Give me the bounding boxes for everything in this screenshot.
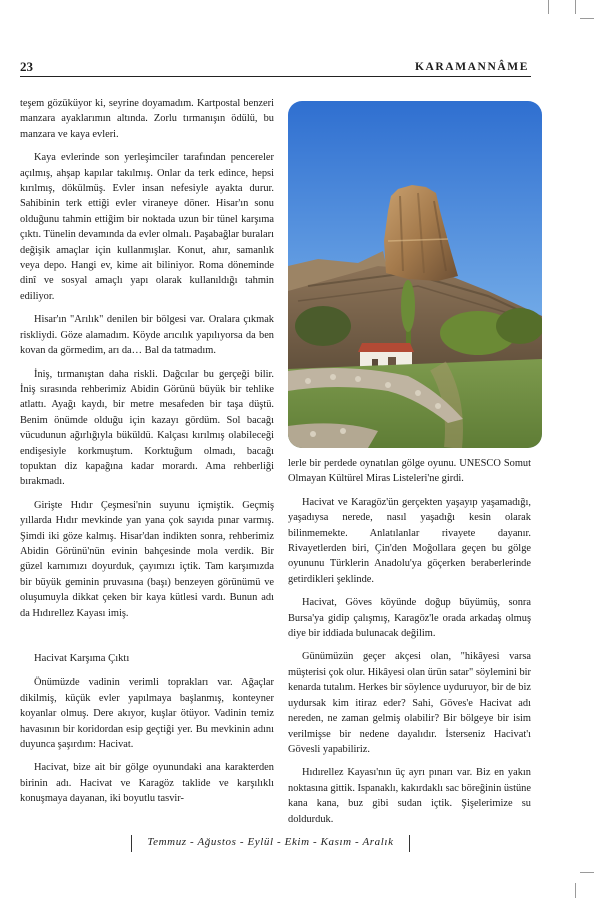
paragraph: Girişte Hıdır Çeşmesi'nin suyunu içmiştik. Geçmiş yıllarda Hıdır mevkinde yan yana çok sayıda pınar varmış. Şimdi iki göze kalmış. Hisar'dan indikten sonra, rehberimiz Abidin Görünü'nün evinin bahçesinde mola verdik. Bir güzel karnımızı doyurduk, çayımızı içtik. Tam karşımızda bir büyük geminin pruvasına (başı) benzeyen görünümü ve oluşumuyla dikkat çeken bir kaya kütlesi vardı. Bunun adı da Hıdırellez Kayası imiş.: [20, 499, 274, 619]
right-column: [288, 456, 531, 835]
section-subheading: Hacivat Karşıma Çıktı: [34, 653, 130, 664]
header-rule: [20, 76, 531, 77]
crop-mark: [580, 18, 594, 19]
crop-mark: [575, 0, 576, 14]
paragraph: Hacivat ve Karagöz'ün gerçekten yaşayıp yaşamadığı, yaşadıysa nerede, nasıl yaşadığı kesin olarak bilinmemekte. Anlatılanlar rivayete dayanır. Rivayetlerden biri, Çin'den Moğollara geçen bu gölge oyununu Türklerin Anadolu'ya göçerken beraberlerinde getirdikleri şeklinde.: [288, 496, 531, 585]
paragraph: Hacivat, Göves köyünde doğup büyümüş, sonra Bursa'ya gidip çalışmış, Karagöz'le orada arkadaş olmuş diye bir iddiada bulunacak değilim.: [288, 597, 531, 640]
paragraph: teşem gözüküyor ki, seyrine doyamadım. Kartpostal benzeri manzara ayaklarımın altında. Zorlu tırmanışın ödülü, bu manzara ve kaya evleri.: [20, 98, 274, 140]
page-number: 23: [20, 59, 33, 74]
crop-mark: [580, 872, 594, 873]
magazine-title: KARAMANNÂME: [414, 61, 529, 73]
issue-months: Temmuz - Ağustos - Eylül - Ekim - Kasım - Aralık: [147, 836, 394, 848]
paragraph: Hisar'ın "Arılık" denilen bir bölgesi var. Oralara çıkmak riskliydi. Göze alamadım. Köyde arıcılık yapılıyorsa da ben kovan da görmedim, arı da… Bal da tatmadım.: [20, 314, 274, 357]
rock-formation-photo: [288, 101, 542, 448]
paragraph: Hıdırellez Kayası'nın üç ayrı pınarı var. Biz en yakın noktasına gittik. Ispanaklı, kakırdaklı sac böreğinin üstüne kana kana, buz gibi sudan içtik. Şişelerimize su doldurduk.: [288, 767, 531, 825]
paragraph: Kaya evlerinde son yerleşimciler tarafından pencereler açılmış, ahşap kapılar takılmış. Onlar da terk edince, hepsi kırılmış, dökülmüş. Evler insan nefesiyle ayakta durur. Sahibinin terk ettiği evler viraneye döner. Hisar'ın sonu olduğunu tahmin ettiğim bir noktada uzun bir tünel karşıma çıktı. Tünelin devamında da evler olmalı. Paşabağlar buraları değişik amaçlar için kullanmışlar. Konut, ahır, samanlık veya depo. Hangi ev, kime ait biliniyor. Roma döneminde dinî ve sosyal amaçlı yapı olarak kullanıldığı tahmin ediliyor.: [20, 152, 275, 302]
left-column: [20, 96, 274, 815]
paragraph: Hacivat, bize ait bir gölge oyunundaki ana karakterden birinin adı. Hacivat ve Karagöz taklide ve karşılıklı konuşmaya dayanan, iki boyutlu tasvir-: [20, 762, 274, 805]
paragraph: lerle bir perdede oynatılan gölge oyunu. UNESCO Somut Olmayan Kültürel Miras Listeleri'ne girdi.: [288, 458, 531, 485]
crop-mark: [548, 0, 549, 14]
footer-divider: [409, 835, 410, 852]
paragraph: Günümüzün geçer akçesi olan, "hikâyesi varsa müşterisi çok olur. Hikâyesi olan ürün satar" söylemini bir kenarda tutalım. Herkes bir söylence uyduruyor, bir de biz uydursak kim itiraz eder? Sahi, Göves'e Hacivat adı nereden, ne zaman gelmiş olabilir? Bir bölgeye bir isim verilmişse bir nedene dayalıdır. İsterseniz Hacivat'ı Gövesli yapabiliriz.: [288, 651, 531, 755]
paragraph: Önümüzde vadinin verimli toprakları var. Ağaçlar dikilmiş, küçük evler yapılmaya başlanmış, konteyner koyanlar olmuş. Dere akıyor, kuşlar ötüyor. Vadinin temiz havasının bir koridordan esip geçtiği yer. Bu mevkinin adını duyunca şaşırdım: Hacivat.: [20, 677, 274, 751]
paragraph: İniş, tırmanıştan daha riskli. Dağcılar bu gerçeği bilir. İniş sırasında rehberimiz Abidin Görünü büyük bir tehlike atlattı. Ayağı kaydı, bir metre mesafeden bir taşa düştü. Benim önümde olduğu için kazayı gördüm. Sol bacağı vücudunun ağırlığıyla büküldü. Kalçası kırılmış olabileceği endişesiyle korkmuştum. Korktuğum olmadı, bacağı topuktan diz kapağına kadar morardı. Ama rehberliği bırakmadı.: [20, 368, 274, 488]
crop-mark: [575, 883, 576, 898]
